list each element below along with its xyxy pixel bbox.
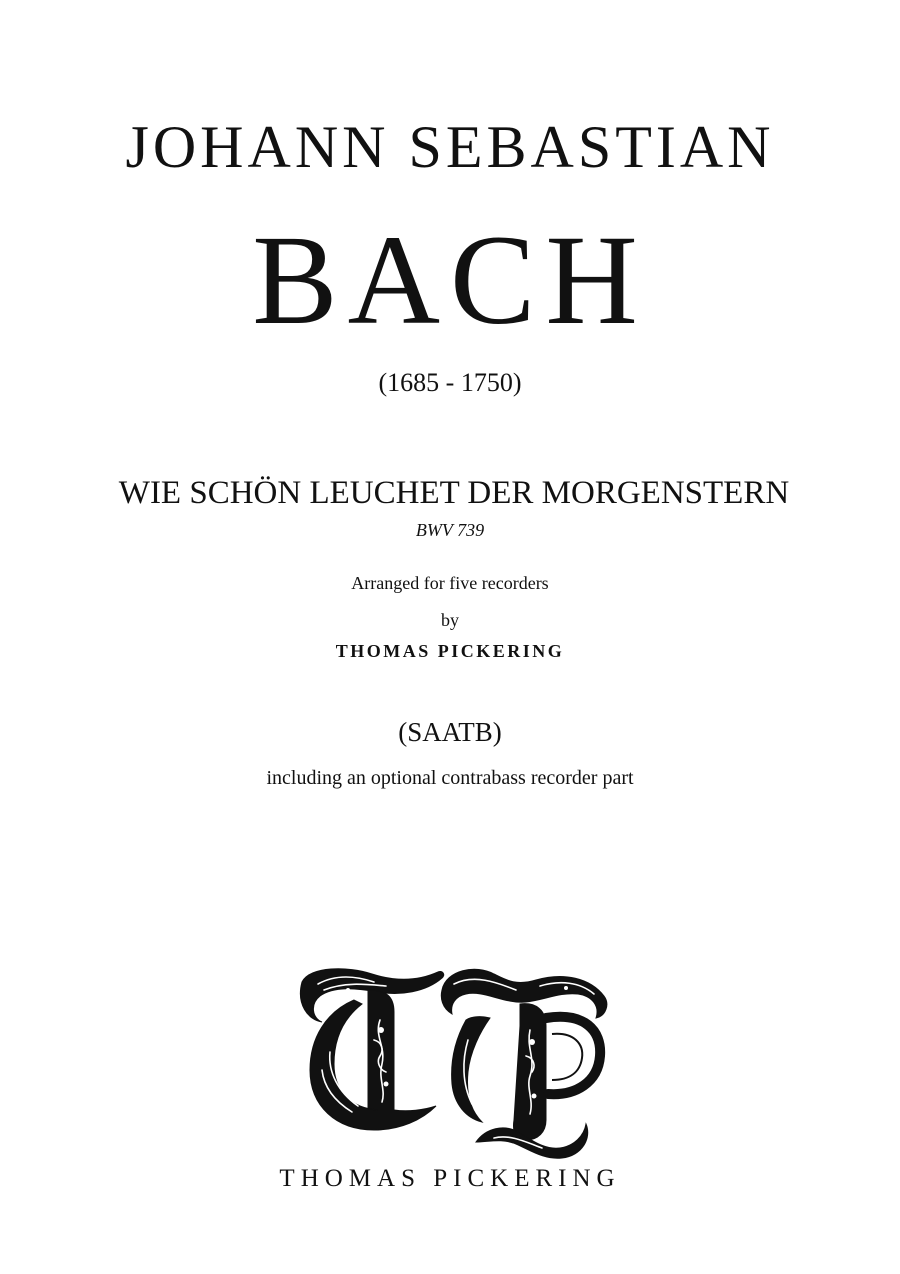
work-title: WIE SCHÖN LEUCHET DER MORGENSTERN: [118, 475, 790, 511]
logo-wordmark: THOMAS PICKERING: [279, 1165, 621, 1192]
composer-surname: BACH: [252, 209, 648, 351]
tp-monogram-logo: [290, 960, 620, 1160]
arrangement-description: Arranged for five recorders: [351, 573, 549, 593]
instrumentation-note: including an optional contrabass recorder part: [266, 767, 634, 789]
composer-first-names: JOHANN SEBASTIAN: [125, 114, 775, 180]
arranger-name: THOMAS PICKERING: [335, 641, 565, 661]
catalogue-number: BWV 739: [415, 520, 485, 540]
composer-dates: (1685 - 1750): [378, 368, 522, 397]
voicing: (SAATB): [398, 717, 502, 747]
by-label: by: [441, 610, 459, 630]
